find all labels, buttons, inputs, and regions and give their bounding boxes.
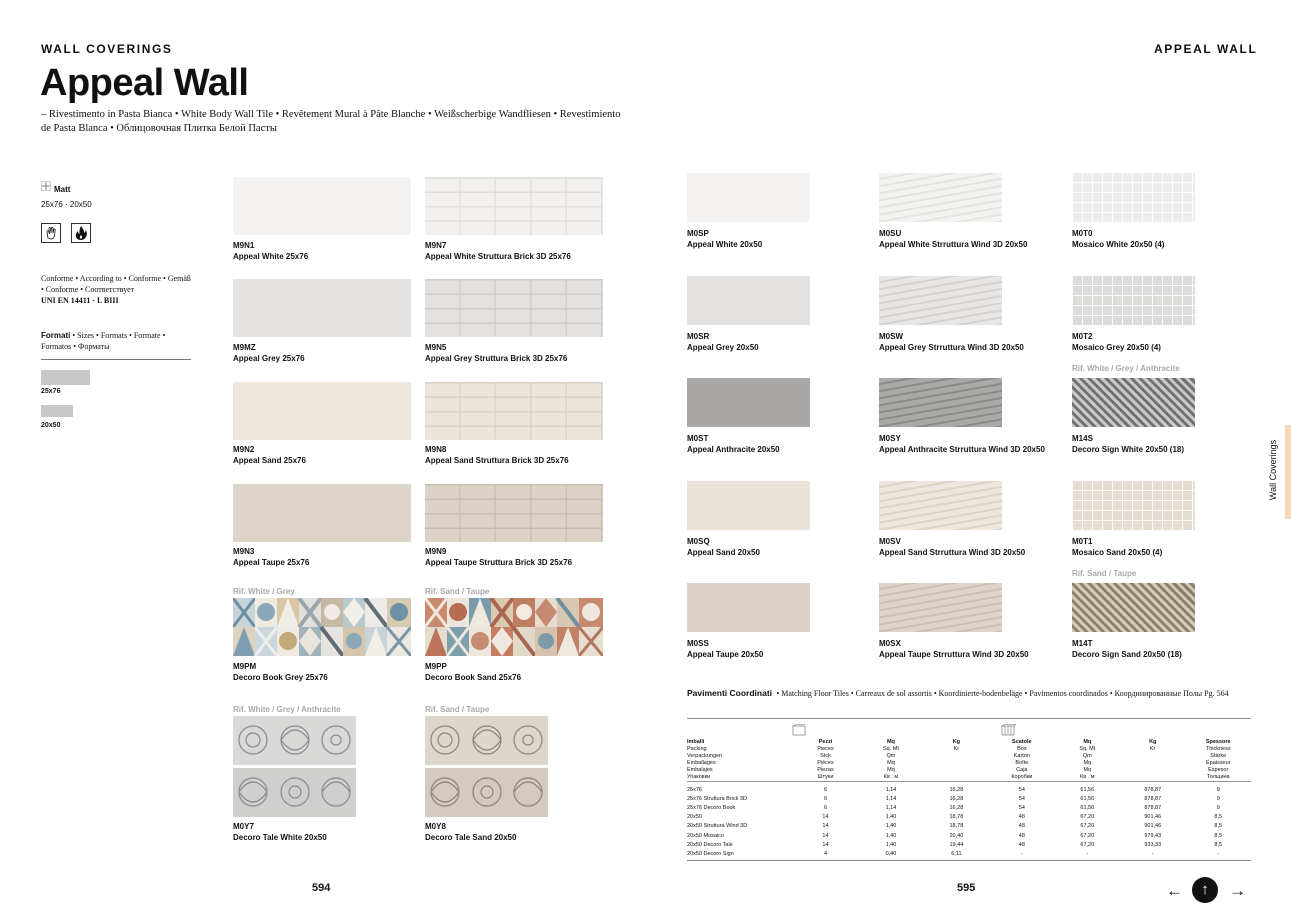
- table-cell: 16,28: [949, 786, 964, 793]
- next-page-button[interactable]: →: [1229, 881, 1246, 900]
- product-caption: [879, 331, 1024, 354]
- tile-image-m0su: [879, 173, 1002, 222]
- packing-bottom-rule: [687, 860, 1251, 861]
- tile-image-m9n2: [233, 382, 411, 440]
- product-name: Appeal Sand 25x76: [233, 456, 306, 465]
- table-cell: 1,40: [885, 823, 897, 830]
- finish-label: Matt: [54, 184, 71, 194]
- product-code: M9N2: [233, 445, 255, 454]
- product-name: Decoro Tale Sand 20x50: [425, 833, 517, 842]
- product-name: Appeal Taupe Strruttura Wind 3D 20x50: [879, 650, 1029, 659]
- packing-header-subtitle: Кв . м: [883, 774, 899, 780]
- product-caption: [879, 433, 1045, 456]
- product-caption: [233, 661, 328, 684]
- packing-top-rule: [687, 718, 1251, 719]
- table-cell: 16,28: [949, 804, 964, 811]
- packing-header-cell: [858, 739, 923, 782]
- table-cell: 0,40: [885, 850, 897, 857]
- product-code: M0SP: [687, 229, 709, 238]
- product-code: M0Y7: [233, 822, 254, 831]
- packing-header-title: Kg: [952, 739, 961, 745]
- packing-header-subtitle: Espesor: [1208, 767, 1229, 773]
- table-cell: 61,56: [1080, 786, 1095, 793]
- section-category-right: APPEAL WALL: [1154, 42, 1258, 56]
- page-title: Appeal Wall: [40, 62, 249, 104]
- packing-header-subtitle: Mq: [887, 767, 895, 773]
- side-tab-marker: [1285, 425, 1291, 519]
- packing-header-cell: [793, 739, 858, 782]
- table-cell: 54: [1018, 795, 1025, 802]
- product-name: Appeal Anthracite 20x50: [687, 445, 780, 454]
- packing-header-subtitle: Stärke: [1210, 753, 1227, 759]
- product-name: Decoro Sign White 20x50 (18): [1072, 445, 1185, 454]
- product-caption: [425, 546, 572, 569]
- packing-header-subtitle: Verpackungen: [687, 753, 723, 759]
- formats-label: Formati: [41, 331, 71, 340]
- tile-image-m0y7: [233, 716, 356, 817]
- product-code: M0SR: [687, 332, 710, 341]
- packing-header-subtitle: Толщина: [1206, 774, 1230, 780]
- tile-image-m9pm: [233, 598, 411, 656]
- table-cell: 61,56: [1080, 804, 1095, 811]
- tile-image-m0sy: [879, 378, 1002, 427]
- tile-image-m0sx: [879, 583, 1002, 632]
- matching-floors-text: • Matching Floor Tiles • Carreaux de sol assortis • Koordinierte-bodenbeläge • Pavimentos coordinados • Координированные Полы Pg. 564: [776, 689, 1229, 698]
- tile-image-m14t: [1072, 583, 1195, 632]
- table-cell: 67,20: [1080, 823, 1095, 830]
- side-tab-label: Wall Coverings: [1268, 439, 1278, 501]
- table-cell: 61,56: [1080, 795, 1095, 802]
- packing-header-cell: [1185, 739, 1251, 782]
- packing-header-subtitle: Emballages: [687, 760, 716, 766]
- product-caption: [233, 342, 305, 365]
- table-cell: 48: [1018, 841, 1025, 848]
- packing-header-subtitle: Épaisseur: [1206, 760, 1231, 766]
- product-name: Appeal Anthracite Strruttura Wind 3D 20x50: [879, 445, 1045, 454]
- product-caption: [1072, 331, 1161, 354]
- table-cell: 1,40: [885, 814, 897, 821]
- table-cell: 979,43: [1144, 832, 1162, 839]
- packing-header-subtitle: Pièces: [817, 760, 834, 766]
- table-row: [687, 841, 1251, 850]
- table-cell: 20x50 Mosaico: [687, 832, 724, 839]
- table-cell: 8,5: [1214, 814, 1223, 821]
- packing-header-subtitle: Piezas: [817, 767, 834, 773]
- table-cell: -: [1151, 850, 1154, 857]
- tile-image-m0sv: [879, 481, 1002, 530]
- product-code: M9PM: [233, 662, 257, 671]
- product-name: Decoro Book Sand 25x76: [425, 673, 522, 682]
- table-cell: 14: [822, 841, 829, 848]
- back-to-top-button[interactable]: ↑: [1192, 877, 1218, 903]
- product-name: Appeal Taupe 20x50: [687, 650, 764, 659]
- packing-header-subtitle: Packing: [687, 746, 707, 752]
- product-code: M0SS: [687, 639, 709, 648]
- product-code: M9MZ: [233, 343, 256, 352]
- product-code: M0ST: [687, 434, 709, 443]
- table-cell: 8,5: [1214, 841, 1223, 848]
- product-code: M9N9: [425, 547, 447, 556]
- table-cell: 25x76 Decoro Book: [687, 804, 736, 811]
- table-cell: 48: [1018, 814, 1025, 821]
- table-cell: 878,87: [1144, 786, 1162, 793]
- product-name: Appeal Grey Struttura Brick 3D 25x76: [425, 354, 568, 363]
- section-side-tab[interactable]: [1256, 425, 1291, 519]
- product-name: Decoro Tale White 20x50: [233, 833, 327, 842]
- product-caption: [1072, 638, 1182, 661]
- table-cell: 14: [822, 814, 829, 821]
- prev-page-button[interactable]: ←: [1166, 881, 1183, 900]
- tile-image-m0sw: [879, 276, 1002, 325]
- product-caption: [425, 240, 571, 263]
- product-name: Mosaico Grey 20x50 (4): [1072, 343, 1161, 352]
- table-cell: 18,78: [949, 823, 964, 830]
- product-name: Appeal Taupe 25x76: [233, 558, 310, 567]
- product-name: Mosaico White 20x50 (4): [1072, 240, 1165, 249]
- reference-note: Rif. White / Grey: [233, 587, 295, 596]
- hand-touch-icon: [41, 223, 61, 243]
- product-code: M0SY: [879, 434, 901, 443]
- packing-header-subtitle: Sq. Mt: [1079, 746, 1096, 752]
- packing-header-subtitle: Kг: [953, 746, 960, 752]
- packing-header-subtitle: Упаковки: [687, 774, 711, 780]
- table-cell: 20,40: [949, 832, 964, 839]
- packing-header-subtitle: Kг: [1149, 746, 1156, 752]
- packing-header-cell: [1120, 739, 1185, 782]
- product-name: Decoro Sign Sand 20x50 (18): [1072, 650, 1182, 659]
- table-cell: 14: [822, 823, 829, 830]
- table-cell: 48: [1018, 823, 1025, 830]
- product-caption: [879, 536, 1025, 559]
- table-cell: 8,5: [1214, 823, 1223, 830]
- format-label-20x50: 20x50: [41, 422, 61, 429]
- product-caption: [1072, 536, 1162, 559]
- tile-image-m0ss: [687, 583, 810, 632]
- packing-header-subtitle: Thickness: [1205, 746, 1231, 752]
- packing-header-subtitle: Mq: [1083, 760, 1092, 766]
- product-caption: [233, 821, 327, 844]
- packing-header-title: Mq: [886, 739, 895, 745]
- table-cell: 20x50 Decoro Tale: [687, 841, 733, 848]
- table-cell: 20x50 Decoro Sign: [687, 850, 734, 857]
- table-cell: -: [1217, 850, 1220, 857]
- product-caption: [233, 240, 308, 263]
- product-caption: [1072, 433, 1184, 456]
- format-swatch-20x50: [41, 405, 73, 417]
- tile-image-m9n8: [425, 382, 603, 440]
- product-caption: [879, 638, 1029, 661]
- product-code: M0Y8: [425, 822, 446, 831]
- table-cell: 54: [1018, 804, 1025, 811]
- product-caption: [233, 546, 309, 569]
- packing-header-subtitle: Qm: [1082, 753, 1092, 759]
- product-code: M9N3: [233, 547, 255, 556]
- packing-header-subtitle: Коробки: [1011, 774, 1033, 780]
- table-cell: 25x76 Struttura Brick 3D: [687, 795, 747, 802]
- packing-header-title: Spessore: [1205, 739, 1231, 745]
- packing-table: [687, 739, 1251, 859]
- tile-image-m0sp: [687, 173, 810, 222]
- table-cell: 6: [823, 795, 827, 802]
- reference-note: Rif. Sand / Taupe: [425, 587, 490, 596]
- table-cell: 6: [823, 786, 827, 793]
- tile-image-m0t0: [1072, 173, 1195, 222]
- table-cell: 20x50 Struttura Wind 3D: [687, 823, 748, 830]
- product-caption: [687, 433, 780, 456]
- table-cell: 9: [1216, 804, 1220, 811]
- tile-image-m14s: [1072, 378, 1195, 427]
- packing-header-cell: [989, 739, 1054, 782]
- table-cell: 6,11: [951, 850, 962, 857]
- reference-note: Rif. White / Grey / Anthracite: [233, 705, 341, 714]
- packing-header-subtitle: Box: [1017, 746, 1027, 752]
- packing-header-subtitle: Boîte: [1015, 760, 1029, 766]
- packing-header-subtitle: Karton: [1013, 753, 1030, 759]
- tile-image-m0t1: [1072, 481, 1195, 530]
- product-name: Appeal Sand 20x50: [687, 548, 760, 557]
- tile-image-m9n5: [425, 279, 603, 337]
- page-subtitle: – Rivestimento in Pasta Bianca • White Body Wall Tile • Revêtement Mural à Pâte Blanche • Weißscherbige Wandfliesen • Revestimiento de Pasta Blanca • Облицовочная Плитка Белой Пасты: [41, 109, 621, 134]
- page-number-right: 595: [957, 882, 976, 894]
- product-code: M14T: [1072, 639, 1093, 648]
- product-name: Appeal White Strruttura Wind 3D 20x50: [879, 240, 1028, 249]
- packing-header-title: Mq: [1083, 739, 1092, 745]
- reference-note: Rif. Sand / Taupe: [425, 705, 490, 714]
- packing-header-subtitle: Qm: [886, 753, 896, 759]
- product-caption: [879, 228, 1027, 251]
- product-name: Appeal Sand Strruttura Wind 3D 20x50: [879, 548, 1026, 557]
- table-cell: 25x76: [687, 786, 702, 793]
- tile-image-m9n9: [425, 484, 603, 542]
- table-cell: 1,14: [885, 804, 897, 811]
- product-code: M0SU: [879, 229, 902, 238]
- product-caption: [687, 228, 762, 251]
- product-caption: [425, 444, 569, 467]
- product-name: Decoro Book Grey 25x76: [233, 673, 328, 682]
- table-row: [687, 822, 1251, 831]
- table-cell: 9: [1216, 786, 1220, 793]
- table-cell: -: [1020, 850, 1023, 857]
- packing-header-subtitle: Кв . м: [1080, 774, 1095, 780]
- packing-header-subtitle: Sq. Mt: [882, 746, 899, 752]
- table-cell: 4: [823, 850, 827, 857]
- product-caption: [687, 536, 760, 559]
- table-cell: 878,87: [1144, 795, 1162, 802]
- table-cell: 48: [1018, 832, 1025, 839]
- formats-block: [41, 330, 193, 352]
- tile-image-m9n1: [233, 177, 411, 235]
- table-row: [687, 795, 1251, 804]
- packing-header-cell: [1055, 739, 1120, 782]
- product-code: M9N1: [233, 241, 255, 250]
- product-code: M0T0: [1072, 229, 1093, 238]
- table-cell: 14: [822, 832, 829, 839]
- product-name: Appeal Grey 25x76: [233, 354, 305, 363]
- table-cell: 8,5: [1214, 832, 1223, 839]
- tile-image-m9n3: [233, 484, 411, 542]
- matching-floors-label: Pavimenti Coordinati: [687, 688, 773, 698]
- table-row: [687, 850, 1251, 859]
- product-caption: [425, 342, 567, 365]
- product-code: M0SV: [879, 537, 901, 546]
- product-name: Appeal White Struttura Brick 3D 25x76: [425, 252, 571, 261]
- product-code: M9N8: [425, 445, 447, 454]
- product-code: M9PP: [425, 662, 447, 671]
- formats-divider: [41, 359, 191, 360]
- table-cell: 1,40: [885, 841, 897, 848]
- product-name: Appeal Grey 20x50: [687, 343, 759, 352]
- page-number-left: 594: [312, 882, 331, 894]
- table-cell: 1,14: [885, 786, 897, 793]
- table-cell: 6: [823, 804, 827, 811]
- finish-block: [41, 178, 92, 209]
- table-row: [687, 832, 1251, 841]
- packing-header-subtitle: Stck: [820, 753, 831, 759]
- table-cell: 901,46: [1144, 823, 1162, 830]
- table-cell: -: [1086, 850, 1089, 857]
- packing-header-title: Imballi: [687, 739, 705, 745]
- product-caption: [233, 444, 306, 467]
- product-name: Appeal Grey Strruttura Wind 3D 20x50: [879, 343, 1024, 352]
- table-cell: 20x50: [687, 814, 702, 821]
- product-code: M0SX: [879, 639, 901, 648]
- finish-sizes: 25x76 · 20x50: [41, 200, 92, 209]
- matching-floors-line: [687, 683, 1229, 701]
- tile-image-m0t2: [1072, 276, 1195, 325]
- table-cell: 67,20: [1080, 832, 1095, 839]
- table-cell: 901,46: [1144, 814, 1162, 821]
- packing-header-subtitle: Embalajes: [687, 767, 713, 773]
- product-code: M14S: [1072, 434, 1093, 443]
- table-cell: 1,40: [885, 832, 897, 839]
- product-name: Appeal Sand Struttura Brick 3D 25x76: [425, 456, 569, 465]
- packing-header-subtitle: Pieces: [817, 746, 834, 752]
- product-caption: [425, 821, 516, 844]
- packing-header-subtitle: Mq: [1083, 767, 1092, 773]
- table-cell: 1,14: [885, 795, 897, 802]
- reference-note: Rif. Sand / Taupe: [1072, 569, 1137, 578]
- table-row: [687, 786, 1251, 795]
- tile-image-m9n7: [425, 177, 603, 235]
- table-cell: 54: [1018, 786, 1025, 793]
- product-name: Appeal White 25x76: [233, 252, 309, 261]
- tile-image-m0sr: [687, 276, 810, 325]
- table-cell: 18,78: [949, 814, 964, 821]
- table-cell: 67,20: [1080, 814, 1095, 821]
- matt-finish-icon: [41, 178, 51, 196]
- product-caption: [1072, 228, 1164, 251]
- product-caption: [687, 638, 763, 661]
- table-cell: 878,87: [1144, 804, 1162, 811]
- packing-header-title: Scatole: [1012, 739, 1032, 745]
- packing-header-title: Kg: [1149, 739, 1157, 745]
- fire-icon: [71, 223, 91, 243]
- table-cell: 9: [1216, 795, 1220, 802]
- product-code: M9N5: [425, 343, 447, 352]
- tile-image-m0y8: [425, 716, 548, 817]
- packing-header-subtitle: Caja: [1016, 767, 1028, 773]
- table-cell: 67,20: [1080, 841, 1095, 848]
- packing-header-cell: [687, 739, 793, 782]
- packing-header-subtitle: Штуки: [817, 774, 834, 780]
- packing-header-row: [687, 739, 1251, 782]
- tile-image-m9pp: [425, 598, 603, 656]
- reference-note: Rif. White / Grey / Anthracite: [1072, 364, 1180, 373]
- formats-text: • Sizes • Formats • Formate • Formatos • Форматы: [41, 331, 166, 351]
- table-row: [687, 813, 1251, 822]
- tile-image-m0sq: [687, 481, 810, 530]
- product-code: M0SQ: [687, 537, 710, 546]
- tile-image-m0st: [687, 378, 810, 427]
- table-cell: 933,33: [1144, 841, 1162, 848]
- table-cell: 16,28: [949, 795, 964, 802]
- conformity-standard: UNI EN 14411 - L BIII: [41, 296, 119, 305]
- product-name: Appeal Taupe Struttura Brick 3D 25x76: [425, 558, 573, 567]
- product-code: M0T1: [1072, 537, 1093, 546]
- conformity-text: Conforme • According to • Conforme • Gemäß • Conforme • Соответствует: [41, 274, 191, 294]
- table-cell: 19,44: [949, 841, 964, 848]
- format-swatch-25x76: [41, 370, 90, 385]
- product-name: Appeal White 20x50: [687, 240, 763, 249]
- conformity-block: [41, 273, 193, 306]
- table-row: [687, 804, 1251, 813]
- tile-image-m9mz: [233, 279, 411, 337]
- format-label-25x76: 25x76: [41, 388, 61, 395]
- packing-header-cell: [924, 739, 989, 782]
- product-code: M9N7: [425, 241, 447, 250]
- packing-header-title: Pezzi: [818, 739, 833, 745]
- section-category: WALL COVERINGS: [41, 42, 173, 56]
- product-name: Mosaico Sand 20x50 (4): [1072, 548, 1163, 557]
- product-caption: [425, 661, 521, 684]
- product-code: M0T2: [1072, 332, 1093, 341]
- product-code: M0SW: [879, 332, 903, 341]
- packing-header-subtitle: Mq: [887, 760, 895, 766]
- product-caption: [687, 331, 759, 354]
